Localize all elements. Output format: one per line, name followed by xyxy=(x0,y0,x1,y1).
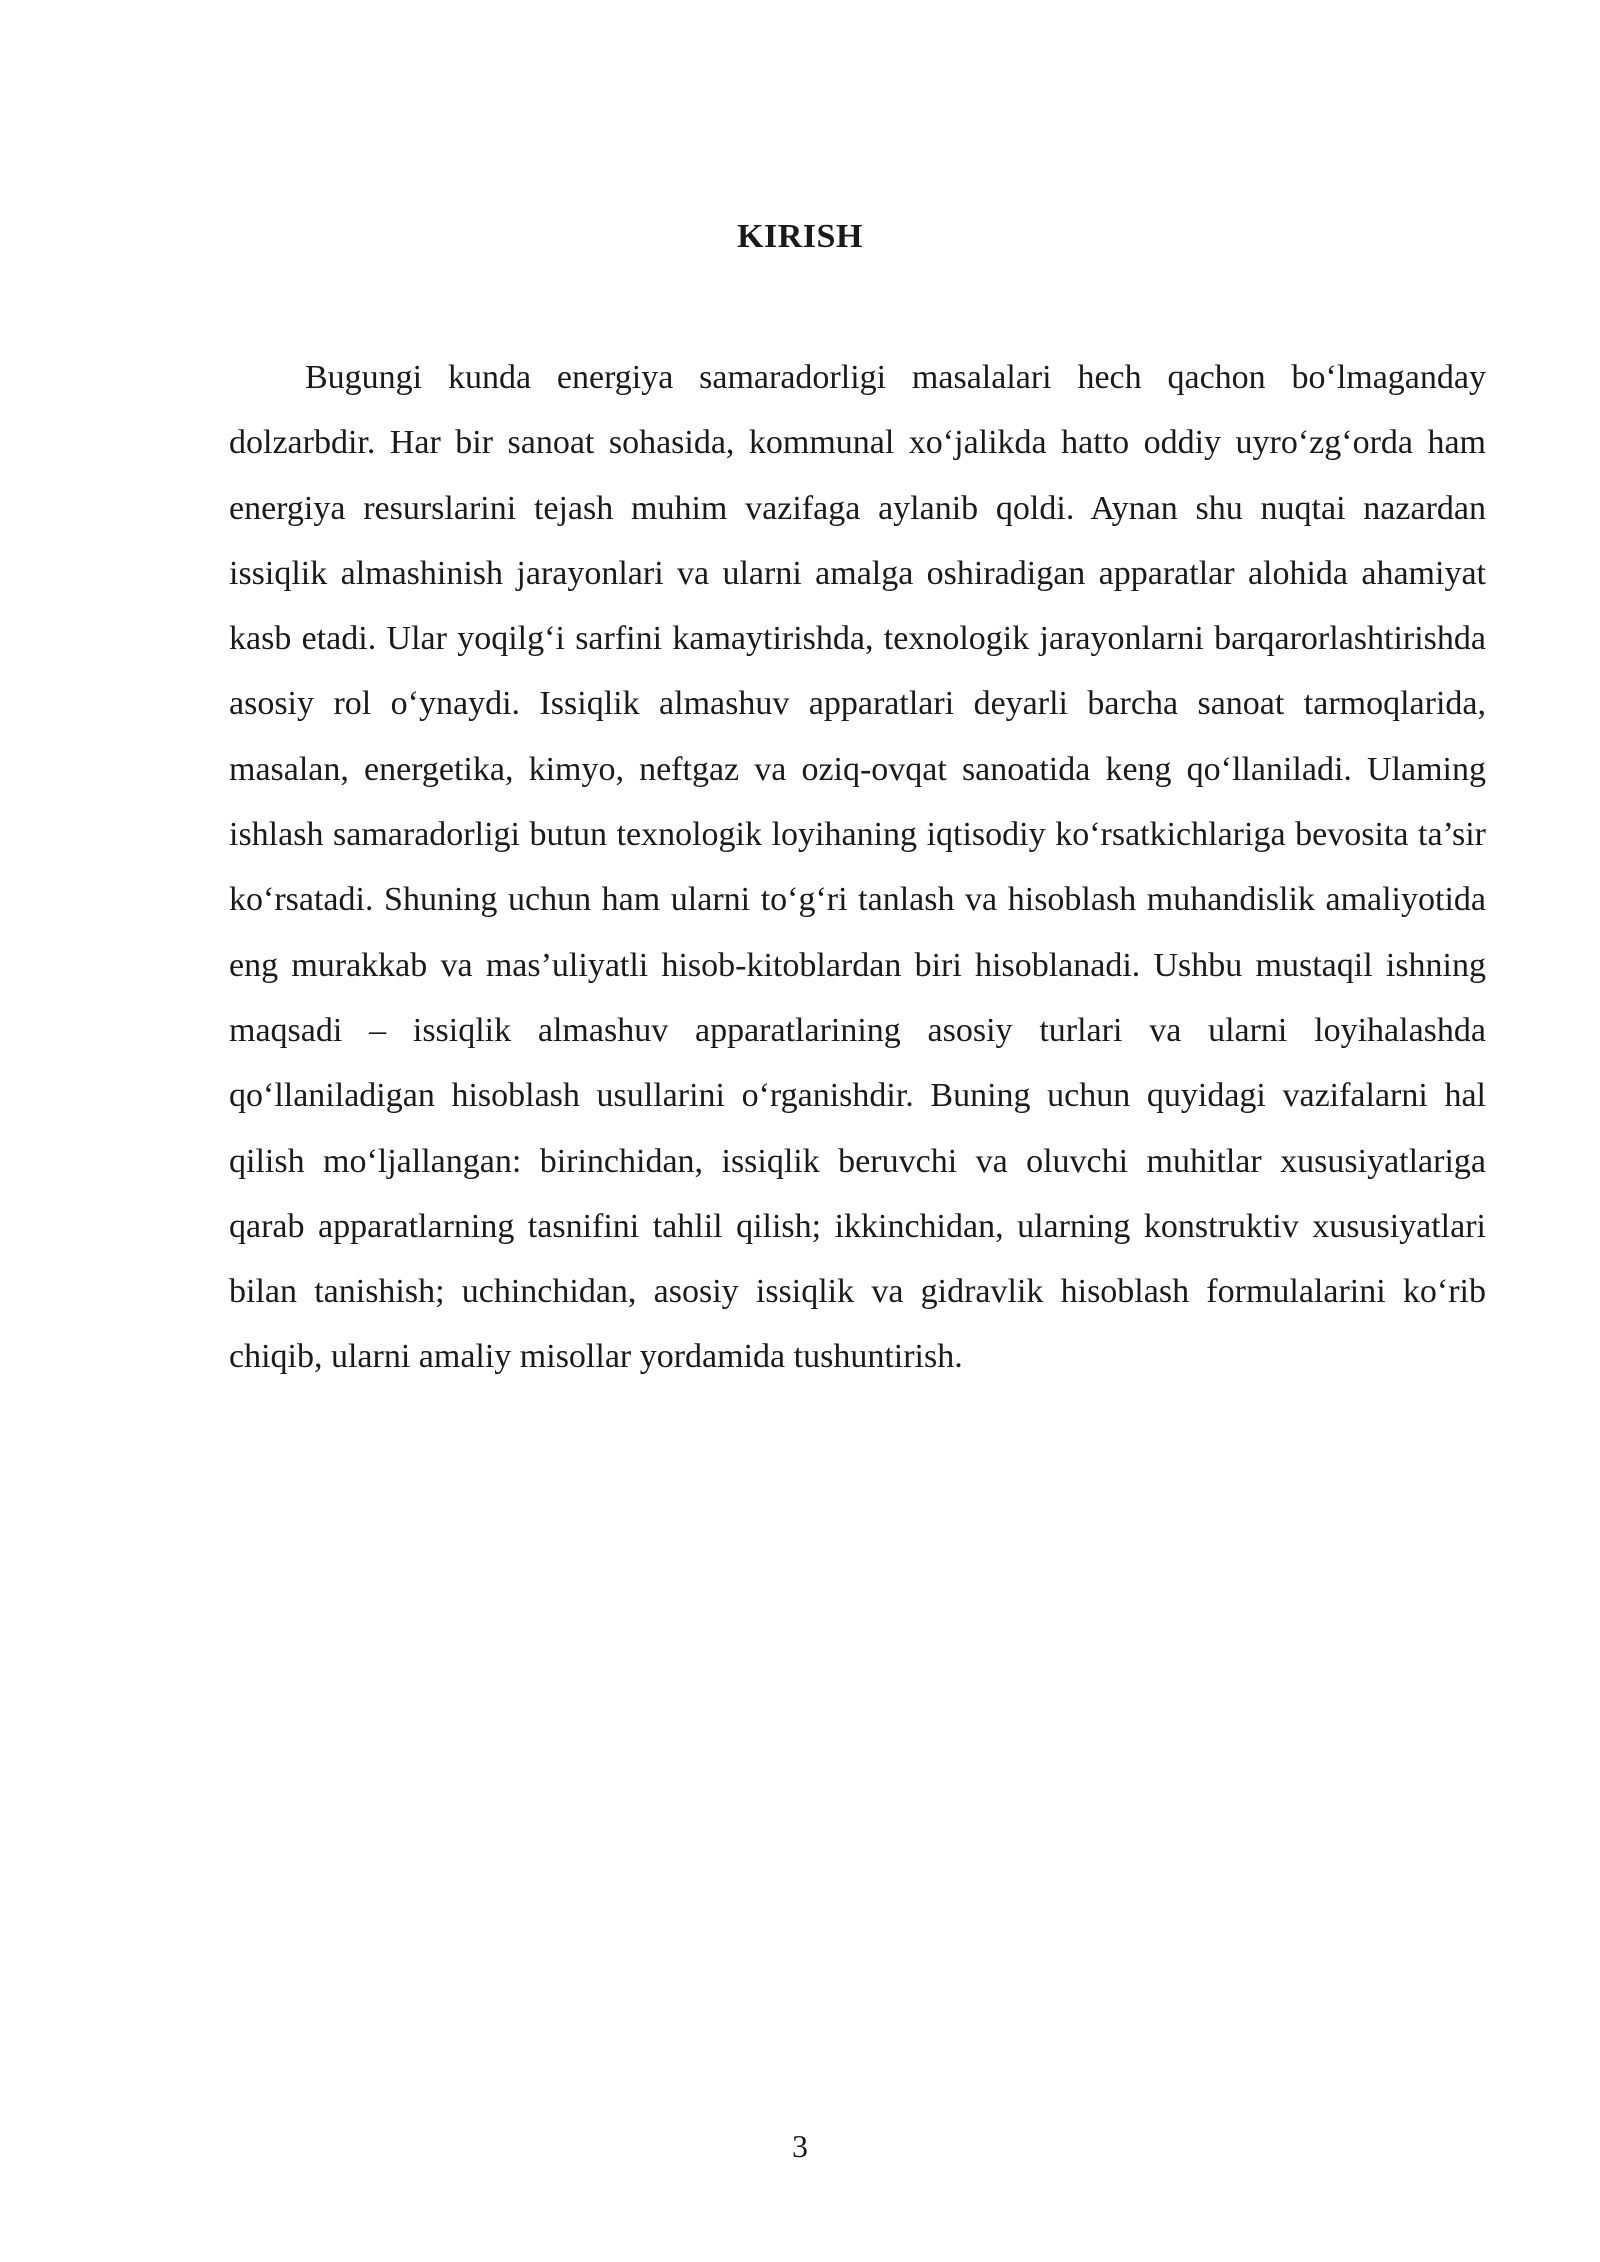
body-paragraph: Bugungi kunda energiya samaradorligi masalalari hech qachon bo‘lmaganday dolzarbdir. Har bir sanoat sohasida, kommunal xo‘jalikda hatto oddiy uyro‘zg‘orda ham energiya resurslarini tejash muhim vazifaga aylanib qoldi. Aynan shu nuqtai nazardan issiqlik almashinish jarayonlari va ularni amalga oshiradigan apparatlar alohida ahamiyat kasb etadi. Ular yoqilg‘i sarfini kamaytirishda, texnologik jarayonlarni barqarorlashtirishda asosiy rol o‘ynaydi. Issiqlik almashuv apparatlari deyarli barcha sanoat tarmoqlarida, masalan, energetika, kimyo, neftgaz va oziq-ovqat sanoatida keng qo‘llaniladi. Ulaming ishlash samaradorligi butun texnologik loyihaning iqtisodiy ko‘rsatkichlariga bevosita ta’sir ko‘rsatadi. Shuning uchun ham ularni to‘g‘ri tanlash va hisoblash muhandislik amaliyotida eng murakkab va mas’uliyatli hisob-kitoblardan biri hisoblanadi. Ushbu mustaqil ishning maqsadi – issiqlik almashuv apparatlarining asosiy turlari va ularni loyihalashda qo‘llaniladigan hisoblash usullarini o‘rganishdir. Buning uchun quyidagi vazifalarni hal qilish mo‘ljallangan: birinchidan, issiqlik beruvchi va oluvchi muhitlar xususiyatlariga qarab apparatlarning tasnifini tahlil qilish; ikkinchidan, ularning konstruktiv xususiyatlari bilan tanishish; uchinchidan, asosiy issiqlik va gidravlik hisoblash formulalarini ko‘rib chiqib, ularni amaliy misollar yordamida tushuntirish. xyxy=(229,359,1486,1376)
section-heading: KIRISH xyxy=(737,218,863,255)
page-number: 3 xyxy=(792,2128,808,2164)
